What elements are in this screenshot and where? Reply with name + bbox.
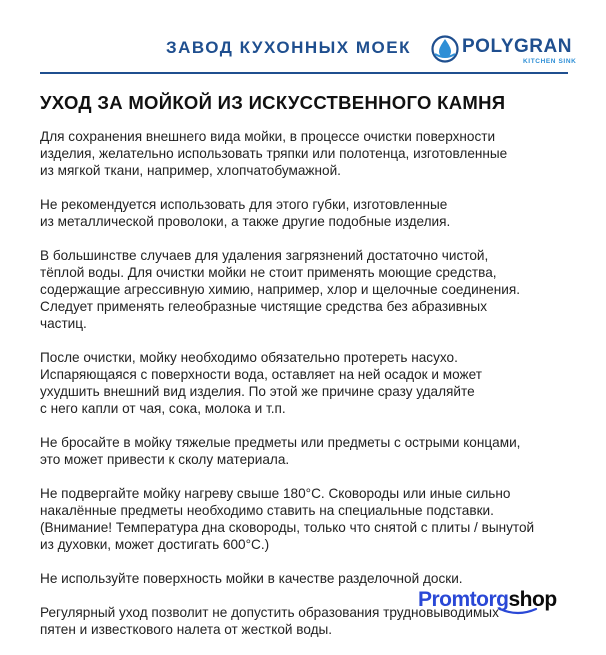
paragraph-line: Не бросайте в мойку тяжелые предметы или предметы с острыми концами, [40, 435, 521, 450]
promtorgshop-watermark [418, 588, 557, 612]
paragraph-line: это может привести к сколу материала. [40, 452, 290, 467]
document-body [40, 128, 570, 655]
paragraph [40, 196, 570, 230]
paragraph-line: Не рекомендуется использовать для этого губки, изготовленные [40, 197, 448, 212]
paragraph-line: Не используйте поверхность мойки в качестве разделочной доски. [40, 571, 463, 586]
paragraph-line: изделия, желательно использовать тряпки или полотенца, изготовленные [40, 146, 508, 161]
watermark-part2: shop [508, 588, 557, 611]
paragraph-line: В большинстве случаев для удаления загрязнений достаточно чистой, [40, 248, 489, 263]
polygran-logo [430, 34, 577, 70]
paragraph-line: частиц. [40, 316, 87, 331]
logo-name: POLYGRAN [462, 36, 572, 57]
paragraph-line: (Внимание! Температура дна сковороды, только что снятой с плиты / вынутой [40, 520, 535, 535]
paragraph-line: ухудшить внешний вид изделия. По этой же причине сразу удаляйте [40, 384, 475, 399]
paragraph-line: из мягкой ткани, например, хлопчатобумажной. [40, 163, 341, 178]
paragraph [40, 485, 570, 553]
sink-drop-icon [430, 34, 460, 64]
paragraph-line: содержащие агрессивную химию, например, хлор и щелочные соединения. [40, 282, 520, 297]
paragraph-line: из духовки, может достигать 600°С.) [40, 537, 270, 552]
header-divider [40, 72, 568, 74]
paragraph-line: из металлической проволоки, а также другие подобные изделия. [40, 214, 451, 229]
paragraph-line: пятен и известкового налета от жесткой воды. [40, 622, 333, 637]
paragraph-line: накалённые предметы необходимо ставить на специальные подставки. [40, 503, 494, 518]
paragraph [40, 434, 570, 468]
paragraph-line: с него капли от чая, сока, молока и т.п. [40, 401, 286, 416]
paragraph-line: Не подвергайте мойку нагреву свыше 180°С. Сковороды или иные сильно [40, 486, 511, 501]
paragraph [40, 128, 570, 179]
paragraph-line: Следует применять гелеобразные чистящие средства без абразивных [40, 299, 487, 314]
smile-arc-icon [498, 608, 538, 616]
paragraph [40, 349, 570, 417]
document-title: УХОД ЗА МОЙКОЙ ИЗ ИСКУССТВЕННОГО КАМНЯ [40, 92, 506, 113]
logo-subtitle: KITCHEN SINK [523, 58, 577, 65]
paragraph-line: После очистки, мойку необходимо обязательно протереть насухо. [40, 350, 458, 365]
factory-title: ЗАВОД КУХОННЫХ МОЕК [166, 38, 411, 57]
page-header [40, 32, 577, 72]
paragraph [40, 570, 570, 587]
paragraph-line: Регулярный уход позволит не допустить образования трудновыводимых [40, 605, 499, 620]
paragraph-line: Испаряющаяся с поверхности вода, оставляет на ней осадок и может [40, 367, 482, 382]
paragraph-line: тёплой воды. Для очистки мойки не стоит применять моющие средства, [40, 265, 497, 280]
watermark-part1: Promtorg [418, 588, 509, 611]
paragraph [40, 247, 570, 332]
paragraph-line: Для сохранения внешнего вида мойки, в процессе очистки поверхности [40, 129, 496, 144]
